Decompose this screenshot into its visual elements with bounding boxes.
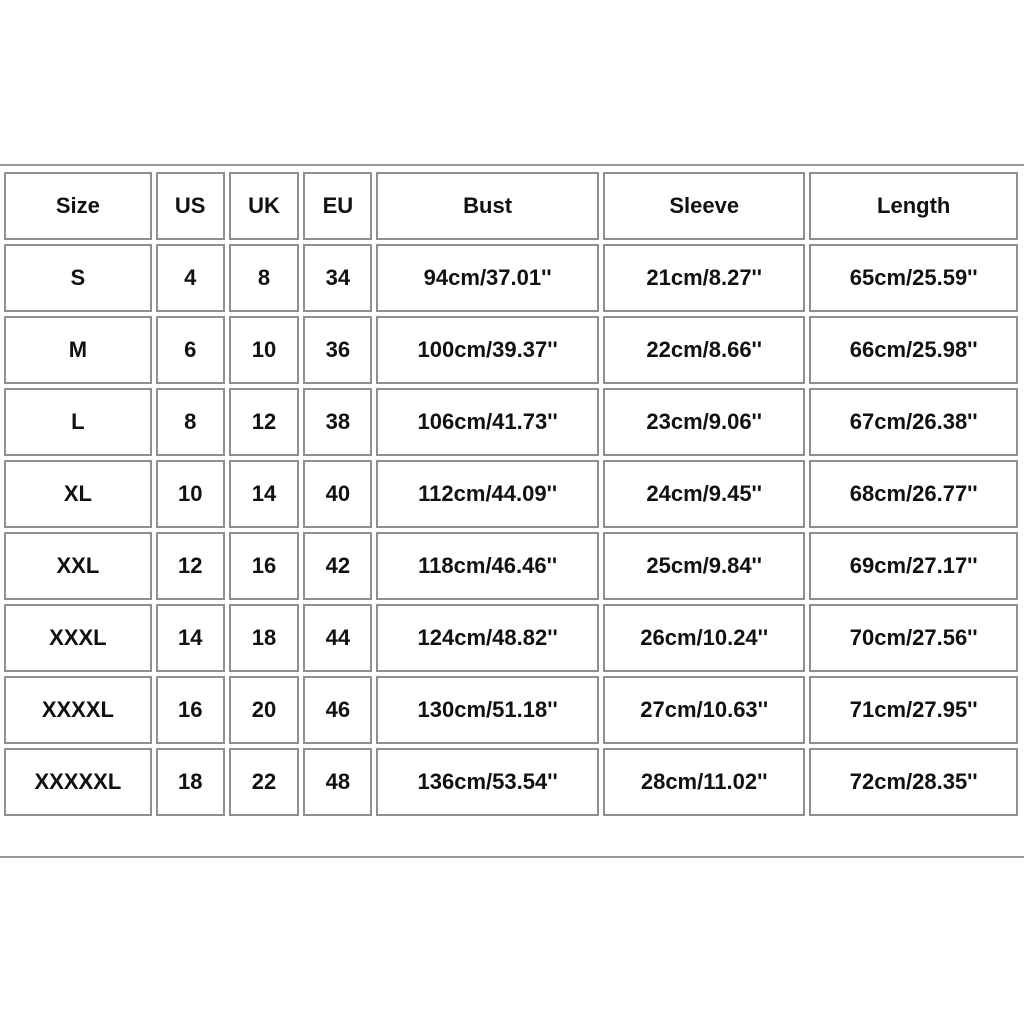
- cell-bust: 100cm/39.37'': [376, 316, 599, 384]
- cell-eu: 48: [303, 748, 372, 816]
- cell-size: XXXXXL: [4, 748, 152, 816]
- cell-uk: 16: [229, 532, 300, 600]
- cell-eu: 34: [303, 244, 372, 312]
- cell-uk: 10: [229, 316, 300, 384]
- cell-us: 12: [156, 532, 225, 600]
- cell-size: M: [4, 316, 152, 384]
- cell-sleeve: 23cm/9.06'': [603, 388, 805, 456]
- cell-bust: 136cm/53.54'': [376, 748, 599, 816]
- cell-length: 65cm/25.59'': [809, 244, 1018, 312]
- cell-us: 6: [156, 316, 225, 384]
- cell-uk: 18: [229, 604, 300, 672]
- cell-sleeve: 27cm/10.63'': [603, 676, 805, 744]
- table-row: [4, 532, 1018, 600]
- table-row: [4, 676, 1018, 744]
- cell-us: 14: [156, 604, 225, 672]
- cell-sleeve: 22cm/8.66'': [603, 316, 805, 384]
- cell-bust: 94cm/37.01'': [376, 244, 599, 312]
- header-length: Length: [809, 172, 1018, 240]
- table-row: [4, 388, 1018, 456]
- cell-eu: 38: [303, 388, 372, 456]
- cell-size: XXXXL: [4, 676, 152, 744]
- cell-size: XXL: [4, 532, 152, 600]
- cell-bust: 130cm/51.18'': [376, 676, 599, 744]
- header-us: US: [156, 172, 225, 240]
- table-row: [4, 316, 1018, 384]
- cell-size: L: [4, 388, 152, 456]
- cell-us: 8: [156, 388, 225, 456]
- header-uk: UK: [229, 172, 300, 240]
- cell-length: 67cm/26.38'': [809, 388, 1018, 456]
- cell-uk: 20: [229, 676, 300, 744]
- cell-length: 69cm/27.17'': [809, 532, 1018, 600]
- cell-uk: 22: [229, 748, 300, 816]
- table-row: [4, 244, 1018, 312]
- header-row: [4, 172, 1018, 240]
- cell-sleeve: 21cm/8.27'': [603, 244, 805, 312]
- table-row: [4, 748, 1018, 816]
- size-table: [0, 168, 1022, 820]
- cell-length: 68cm/26.77'': [809, 460, 1018, 528]
- cell-eu: 46: [303, 676, 372, 744]
- cell-uk: 12: [229, 388, 300, 456]
- cell-eu: 36: [303, 316, 372, 384]
- table-row: [4, 604, 1018, 672]
- cell-size: S: [4, 244, 152, 312]
- table-row: [4, 460, 1018, 528]
- cell-size: XXXL: [4, 604, 152, 672]
- cell-length: 66cm/25.98'': [809, 316, 1018, 384]
- cell-sleeve: 25cm/9.84'': [603, 532, 805, 600]
- cell-sleeve: 24cm/9.45'': [603, 460, 805, 528]
- cell-eu: 40: [303, 460, 372, 528]
- cell-sleeve: 28cm/11.02'': [603, 748, 805, 816]
- header-eu: EU: [303, 172, 372, 240]
- cell-us: 10: [156, 460, 225, 528]
- cell-sleeve: 26cm/10.24'': [603, 604, 805, 672]
- cell-length: 70cm/27.56'': [809, 604, 1018, 672]
- cell-us: 16: [156, 676, 225, 744]
- cell-eu: 44: [303, 604, 372, 672]
- size-chart: [0, 164, 1024, 858]
- cell-bust: 118cm/46.46'': [376, 532, 599, 600]
- cell-bust: 124cm/48.82'': [376, 604, 599, 672]
- header-sleeve: Sleeve: [603, 172, 805, 240]
- cell-bust: 106cm/41.73'': [376, 388, 599, 456]
- cell-uk: 14: [229, 460, 300, 528]
- cell-us: 4: [156, 244, 225, 312]
- cell-us: 18: [156, 748, 225, 816]
- cell-length: 71cm/27.95'': [809, 676, 1018, 744]
- cell-eu: 42: [303, 532, 372, 600]
- header-size: Size: [4, 172, 152, 240]
- cell-bust: 112cm/44.09'': [376, 460, 599, 528]
- cell-size: XL: [4, 460, 152, 528]
- header-bust: Bust: [376, 172, 599, 240]
- cell-uk: 8: [229, 244, 300, 312]
- cell-length: 72cm/28.35'': [809, 748, 1018, 816]
